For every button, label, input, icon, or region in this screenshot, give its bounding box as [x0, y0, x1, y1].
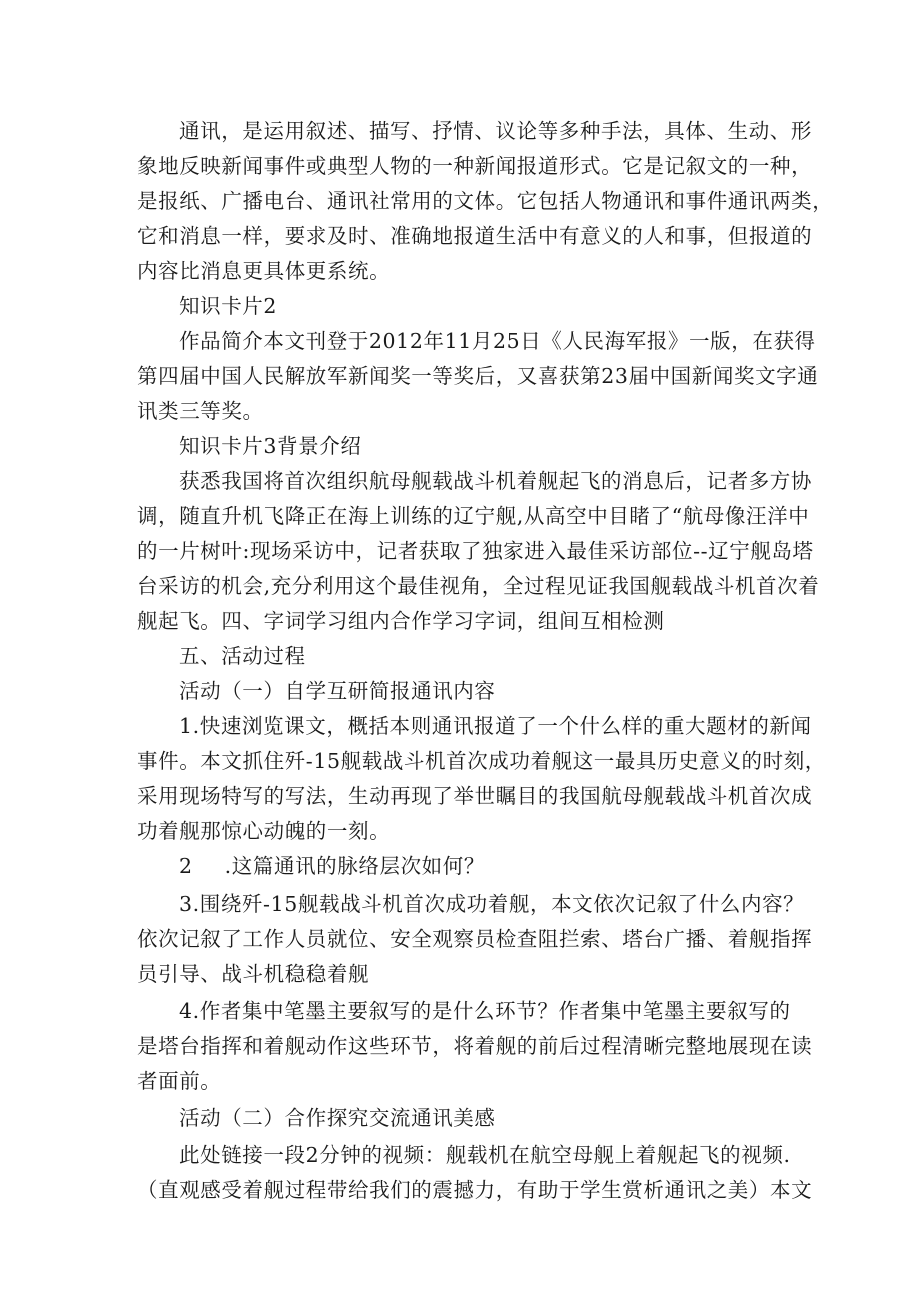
section-heading: 知识卡片3背景介绍 [179, 434, 362, 458]
text-line: 象地反映新闻事件或典型人物的一种新闻报道形式。它是记叙文的一种， [137, 154, 813, 178]
section-heading: 活动（二）合作探究交流通讯美感 [179, 1106, 496, 1130]
text-line: 台采访的机会,充分利用这个最佳视角，全过程见证我国舰载战斗机首次着 [137, 574, 820, 598]
text-line: 的一片树叶:现场采访中，记者获取了独家进入最佳采访部位--辽宁舰岛塔 [137, 539, 814, 563]
section-heading: 活动（一）自学互研简报通讯内容 [179, 679, 496, 703]
list-number: 2 [179, 854, 193, 878]
section-heading: 五、活动过程 [179, 644, 306, 668]
text-line: 者面前。 [137, 1069, 222, 1093]
text-line: 功着舰那惊心动魄的一刻。 [137, 819, 391, 843]
text-line: 通讯，是运用叙述、描写、抒情、议论等多种手法，具体、生动、形 [179, 119, 812, 143]
list-text: .这篇通讯的脉络层次如何？ [224, 854, 485, 878]
text-line: 采用现场特写的写法，生动再现了举世瞩目的我国航母舰载战斗机首次成 [137, 784, 813, 808]
text-line: 是报纸、广播电台、通讯社常用的文体。它包括人物通讯和事件通讯两类， [137, 189, 834, 213]
text-line: 内容比消息更具体更系统。 [137, 259, 391, 283]
text-line: 作品简介本文刊登于2012年11月25日《人民海军报》一版，在获得 [179, 329, 816, 353]
text-line: 是塔台指挥和着舰动作这些环节，将着舰的前后过程清晰完整地展现在读 [137, 1034, 813, 1058]
text-line: 员引导、战斗机稳稳着舰 [137, 962, 370, 986]
text-line: 舰起飞。四、字词学习组内合作学习字词，组间互相检测 [137, 609, 665, 633]
text-line: 此处链接一段2分钟的视频：舰载机在航空母舰上着舰起飞的视频. [179, 1143, 791, 1167]
text-line: 3.围绕歼-15舰载战斗机首次成功着舰，本文依次记叙了什么内容？ [179, 892, 805, 916]
text-line: 调，随直升机飞降正在海上训练的辽宁舰,从高空中目睹了“航母像汪洋中 [137, 504, 810, 528]
text-line: 获悉我国将首次组织航母舰载战斗机着舰起飞的消息后，记者多方协 [179, 469, 812, 493]
text-line: 依次记叙了工作人员就位、安全观察员检查阻拦索、塔台广播、着舰指挥 [137, 927, 813, 951]
text-line: 第四届中国人民解放军新闻奖一等奖后，又喜获第23届中国新闻奖文字通 [137, 364, 819, 388]
text-line: 事件。本文抓住歼-15舰载战斗机首次成功着舰这一最具历史意义的时刻， [137, 749, 826, 773]
text-line: 4.作者集中笔墨主要叙写的是什么环节？作者集中笔墨主要叙写的 [179, 999, 791, 1023]
text-line: （直观感受着舰过程带给我们的震撼力，有助于学生赏析通讯之美）本文 [137, 1178, 813, 1202]
text-line: 讯类三等奖。 [137, 399, 264, 423]
text-line: 它和消息一样，要求及时、准确地报道生活中有意义的人和事，但报道的 [137, 224, 813, 248]
section-heading: 知识卡片2 [179, 294, 278, 318]
text-line: 1.快速浏览课文，概括本则通讯报道了一个什么样的重大题材的新闻 [179, 714, 812, 738]
list-item [179, 852, 485, 880]
